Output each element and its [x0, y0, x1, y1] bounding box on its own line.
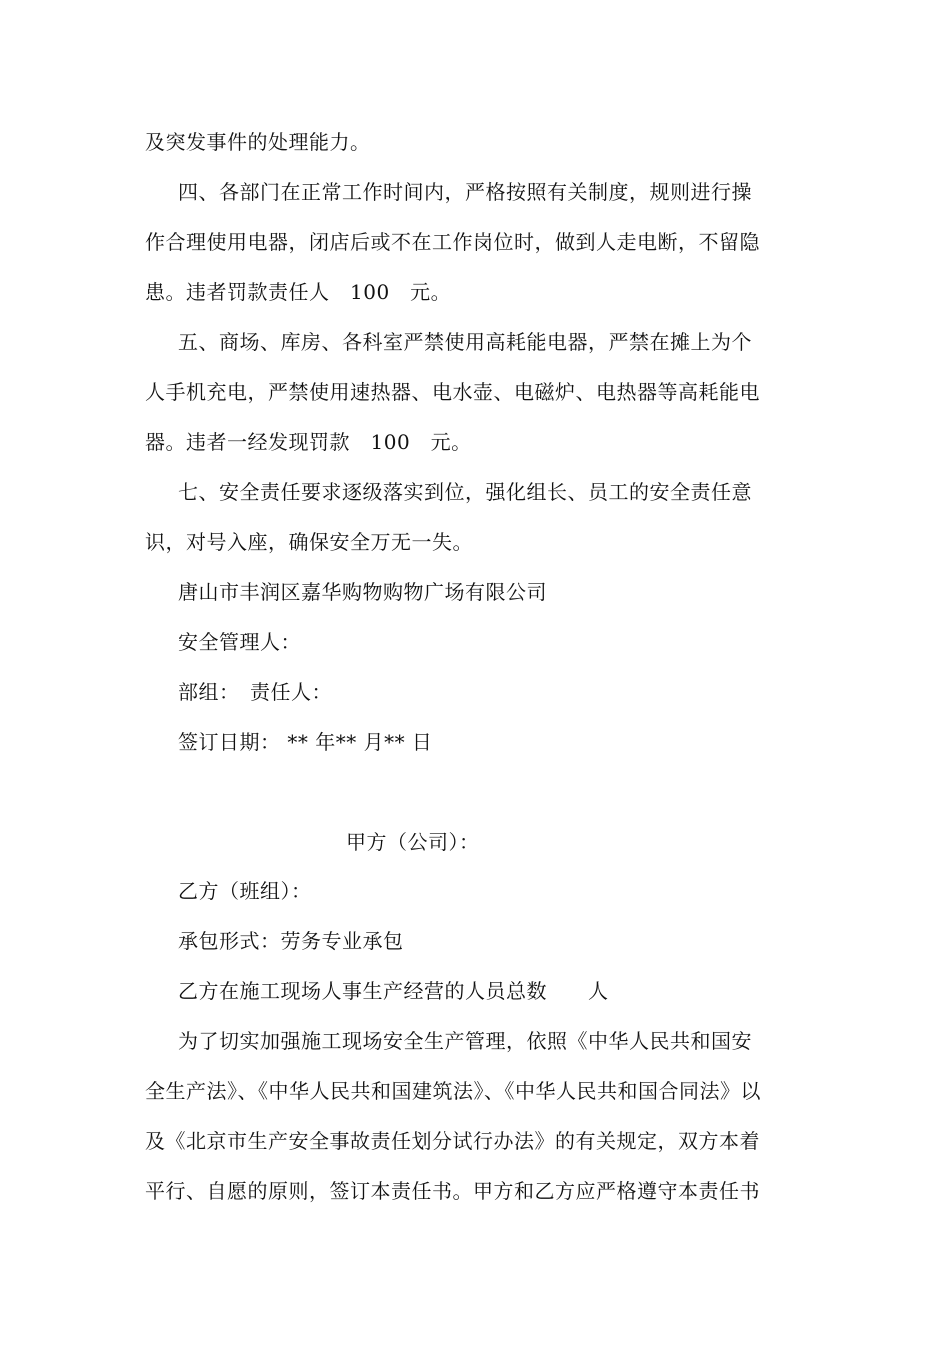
paragraph-line: 器。违者一经发现罚款 100 元。 [145, 430, 472, 454]
paragraph-line: 人手机充电，严禁使用速热器、电水壶、电磁炉、电热器等高耗能电 [145, 380, 760, 404]
paragraph-line: 及突发事件的处理能力。 [145, 130, 371, 154]
contract-form-label: 承包形式：劳务专业承包 [178, 929, 404, 953]
department-responsible-label: 部组： 责任人： [178, 680, 332, 704]
paragraph-line: 平行、自愿的原则，签订本责任书。甲方和乙方应严格遵守本责任书 [145, 1179, 760, 1203]
paragraph-line: 四、各部门在正常工作时间内，严格按照有关制度，规则进行操 [178, 180, 752, 204]
paragraph-line: 及《北京市生产安全事故责任划分试行办法》的有关规定，双方本着 [145, 1129, 760, 1153]
paragraph-line: 患。违者罚款责任人 100 元。 [145, 280, 452, 304]
paragraph-line: 为了切实加强施工现场安全生产管理，依照《中华人民共和国安 [178, 1029, 752, 1053]
paragraph-line: 五、商场、库房、各科室严禁使用高耗能电器，严禁在摊上为个 [178, 330, 752, 354]
party-a-heading: 甲方（公司）： [346, 830, 480, 854]
safety-manager-label: 安全管理人： [178, 630, 301, 654]
paragraph-line: 全生产法》、《中华人民共和国建筑法》、《中华人民共和国合同法》以 [145, 1079, 761, 1103]
paragraph-line: 作合理使用电器，闭店后或不在工作岗位时，做到人走电断，不留隐 [145, 230, 760, 254]
party-b-label: 乙方（班组）： [178, 879, 312, 903]
paragraph-line: 识，对号入座，确保安全万无一失。 [145, 530, 473, 554]
paragraph-line: 七、安全责任要求逐级落实到位，强化组长、员工的安全责任意 [178, 480, 752, 504]
signing-date-label: 签订日期： ** 年** 月** 日 [178, 730, 433, 754]
personnel-count-line: 乙方在施工现场人事生产经营的人员总数 人 [178, 979, 609, 1003]
company-name: 唐山市丰润区嘉华购物购物广场有限公司 [178, 580, 547, 604]
